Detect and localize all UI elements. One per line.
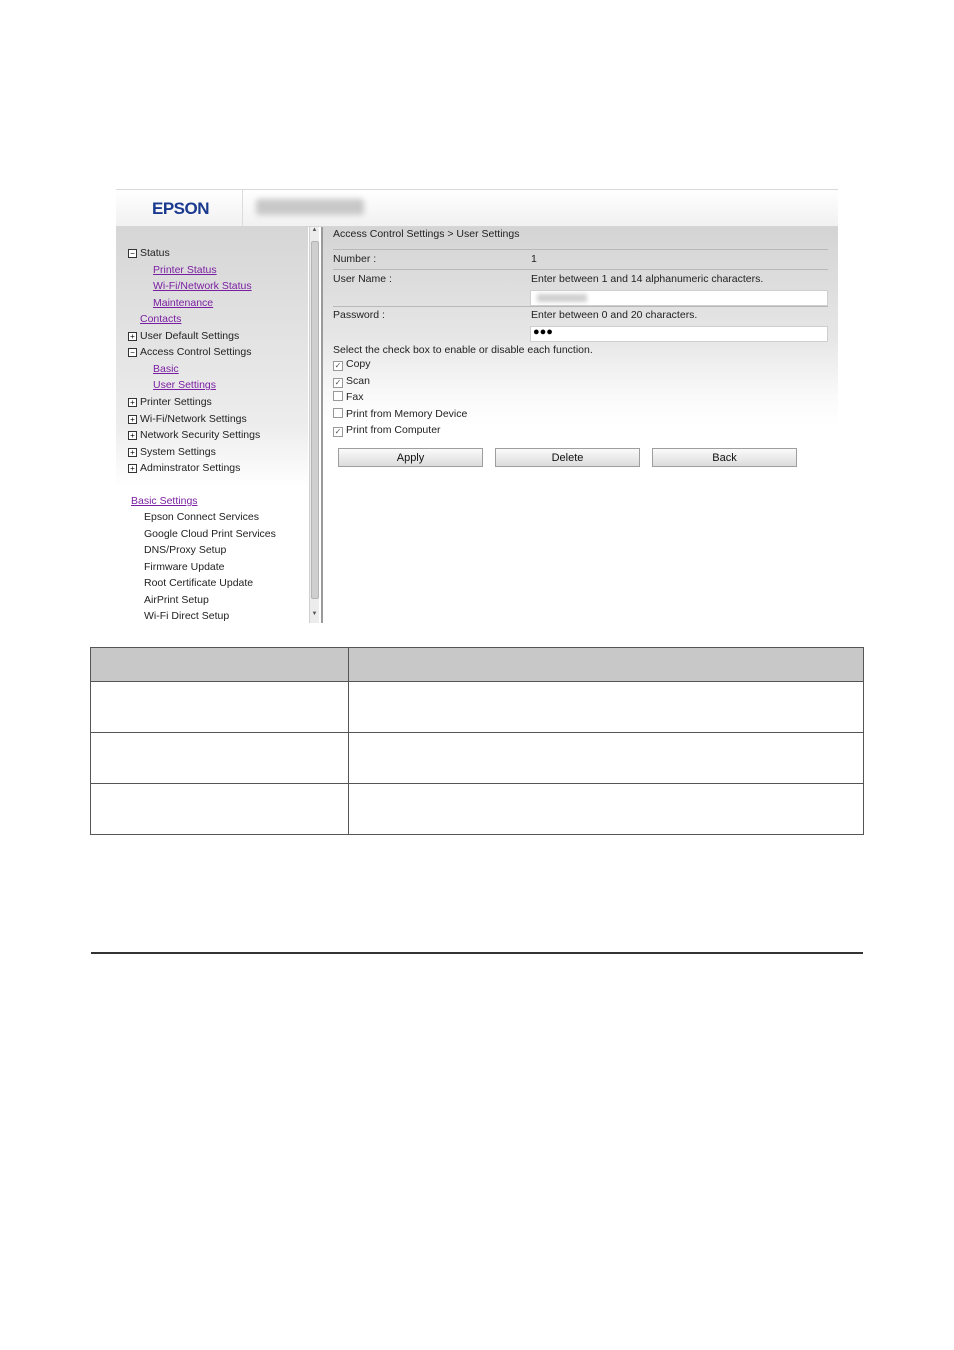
epson-logo: EPSON <box>152 199 210 218</box>
expand-icon[interactable]: + <box>128 448 137 457</box>
sidebar-item-status[interactable]: − Status <box>128 247 170 260</box>
password-input[interactable] <box>530 326 828 342</box>
apply-button[interactable]: Apply <box>338 448 483 467</box>
sidebar-link-maintenance[interactable]: Maintenance <box>153 297 214 309</box>
table-cell <box>91 733 349 784</box>
expand-icon[interactable]: + <box>128 398 137 407</box>
settings-description-table <box>90 647 864 835</box>
sidebar-link-printer-status[interactable]: Printer Status <box>153 264 217 276</box>
password-value: ●●● <box>533 326 553 338</box>
table-header-cell <box>349 648 864 682</box>
username-hint: Enter between 1 and 14 alphanumeric characters. <box>531 273 764 285</box>
scroll-down-icon[interactable]: ▼ <box>311 611 318 617</box>
sidebar-link-basic[interactable]: Basic <box>153 363 179 375</box>
sidebar-item-dns-proxy[interactable]: DNS/Proxy Setup <box>144 544 227 556</box>
password-hint: Enter between 0 and 20 characters. <box>531 309 698 321</box>
scroll-thumb[interactable] <box>311 241 319 599</box>
table-header-row <box>91 648 864 682</box>
sidebar-item-network-security-settings[interactable]: + Network Security Settings <box>128 429 260 442</box>
table-cell <box>349 682 864 733</box>
sidebar-link-basic-settings[interactable]: Basic Settings <box>131 495 198 507</box>
table-cell <box>349 733 864 784</box>
print-from-computer-checkbox[interactable]: ✓ Print from Computer <box>334 424 441 436</box>
expand-icon[interactable]: + <box>128 415 137 424</box>
checkbox-checked-icon[interactable]: ✓ <box>334 361 342 370</box>
divider <box>333 249 828 250</box>
collapse-icon[interactable]: − <box>128 249 137 258</box>
sidebar-item-wifi-direct[interactable]: Wi-Fi Direct Setup <box>144 610 230 622</box>
header-bar <box>116 190 838 227</box>
delete-button[interactable]: Delete <box>495 448 640 467</box>
number-label: Number : <box>333 253 377 265</box>
table-header-cell <box>91 648 349 682</box>
sidebar-item-epson-connect[interactable]: Epson Connect Services <box>144 511 259 523</box>
main-panel <box>323 227 838 623</box>
sidebar-item-administrator-settings[interactable]: + Adminstrator Settings <box>128 462 240 475</box>
checkbox-unchecked-icon[interactable] <box>333 408 343 418</box>
sidebar-scrollbar[interactable] <box>309 227 319 623</box>
sidebar-item-airprint[interactable]: AirPrint Setup <box>144 594 209 606</box>
sidebar-item-access-control-settings[interactable]: − Access Control Settings <box>128 346 251 359</box>
table-row <box>91 784 864 835</box>
sidebar-link-contacts[interactable]: Contacts <box>140 313 182 325</box>
expand-icon[interactable]: + <box>128 431 137 440</box>
username-value-blurred <box>537 294 587 302</box>
sidebar-item-system-settings[interactable]: + System Settings <box>128 446 216 459</box>
scroll-up-icon[interactable]: ▲ <box>311 227 318 233</box>
password-label: Password : <box>333 309 385 321</box>
sidebar-link-wifi-network-status[interactable]: Wi-Fi/Network Status <box>153 280 252 292</box>
sidebar-item-printer-settings[interactable]: + Printer Settings <box>128 396 212 409</box>
table-row <box>91 733 864 784</box>
copy-checkbox[interactable]: ✓ Copy <box>334 358 371 370</box>
scan-checkbox[interactable]: ✓ Scan <box>334 375 370 387</box>
expand-icon[interactable]: + <box>128 332 137 341</box>
sidebar-item-wifi-network-settings[interactable]: + Wi-Fi/Network Settings <box>128 413 247 426</box>
username-label: User Name : <box>333 273 392 285</box>
sidebar-link-user-settings[interactable]: User Settings <box>153 379 217 391</box>
model-name-blurred <box>256 199 364 215</box>
divider <box>333 269 828 270</box>
sidebar-item-google-cloud-print[interactable]: Google Cloud Print Services <box>144 528 276 540</box>
table-row <box>91 682 864 733</box>
web-config-screenshot <box>116 189 838 623</box>
sidebar-item-user-default-settings[interactable]: + User Default Settings <box>128 330 239 343</box>
sidebar-item-root-certificate[interactable]: Root Certificate Update <box>144 577 254 589</box>
function-instruction: Select the check box to enable or disable each function. <box>333 344 593 356</box>
fax-checkbox[interactable]: Fax <box>333 391 364 404</box>
number-value: 1 <box>531 253 537 265</box>
back-button[interactable]: Back <box>652 448 797 467</box>
print-from-memory-device-checkbox[interactable]: Print from Memory Device <box>333 408 467 421</box>
username-input[interactable] <box>530 290 828 306</box>
divider <box>333 306 828 307</box>
table-cell <box>349 784 864 835</box>
expand-icon[interactable]: + <box>128 464 137 473</box>
table-cell <box>91 682 349 733</box>
header-divider <box>242 190 243 226</box>
table-cell <box>91 784 349 835</box>
sidebar-item-firmware-update[interactable]: Firmware Update <box>144 561 225 573</box>
checkbox-checked-icon[interactable]: ✓ <box>334 427 342 436</box>
section-rule <box>91 952 863 954</box>
collapse-icon[interactable]: − <box>128 348 137 357</box>
checkbox-checked-icon[interactable]: ✓ <box>334 378 342 387</box>
checkbox-unchecked-icon[interactable] <box>333 391 343 401</box>
sidebar <box>116 227 308 623</box>
breadcrumb: Access Control Settings > User Settings <box>333 228 520 240</box>
